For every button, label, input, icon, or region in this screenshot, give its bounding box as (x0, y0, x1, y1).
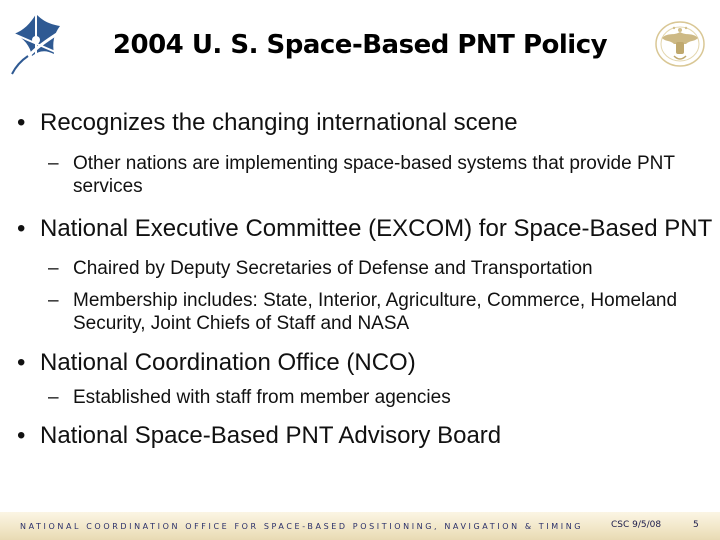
bullet-text: Recognizes the changing international scene (40, 109, 518, 136)
bullet-marker: • (17, 349, 26, 376)
sub-bullet-text: Established with staff from member agencies (73, 387, 451, 408)
bullet-marker: • (17, 422, 26, 449)
sub-bullet-item (0, 152, 720, 198)
footer-org-name: NATIONAL COORDINATION OFFICE FOR SPACE-BASED POSITIONING, NAVIGATION & TIMING (20, 522, 584, 531)
compass-star-logo-icon (8, 10, 68, 76)
sub-bullet-marker: – (48, 290, 59, 311)
bullet-text: National Executive Committee (EXCOM) for Space-Based PNT (40, 215, 713, 242)
sub-bullet-text: Chaired by Deputy Secretaries of Defense and Transportation (73, 258, 593, 279)
slide-title: 2004 U. S. Space-Based PNT Policy (112, 30, 608, 60)
sub-bullet-text: Membership includes: State, Interior, Agriculture, Commerce, Homeland Security, Joint Chiefs of Staff and NASA (73, 290, 678, 334)
sub-bullet-item (0, 386, 720, 409)
sub-bullet-text: Other nations are implementing space-based systems that provide PNT services (73, 153, 675, 197)
footer-date: CSC 9/5/08 (611, 520, 662, 530)
bullet-item (0, 421, 720, 450)
footer-band (0, 512, 720, 540)
sub-bullet-item (0, 289, 720, 335)
bullet-marker: • (17, 109, 26, 136)
bullet-item (0, 348, 720, 377)
sub-bullet-marker: – (48, 387, 59, 408)
bullet-list (0, 108, 720, 450)
sub-bullet-marker: – (48, 258, 59, 279)
bullet-text: National Space-Based PNT Advisory Board (40, 422, 502, 449)
presidential-seal-icon (652, 18, 708, 70)
sub-bullet-marker: – (48, 153, 59, 174)
bullet-item (0, 108, 720, 137)
page-number: 5 (693, 520, 699, 530)
bullet-text: National Coordination Office (NCO) (40, 349, 416, 376)
bullet-item (0, 214, 720, 243)
bullet-marker: • (17, 215, 26, 242)
sub-bullet-item (0, 257, 720, 280)
